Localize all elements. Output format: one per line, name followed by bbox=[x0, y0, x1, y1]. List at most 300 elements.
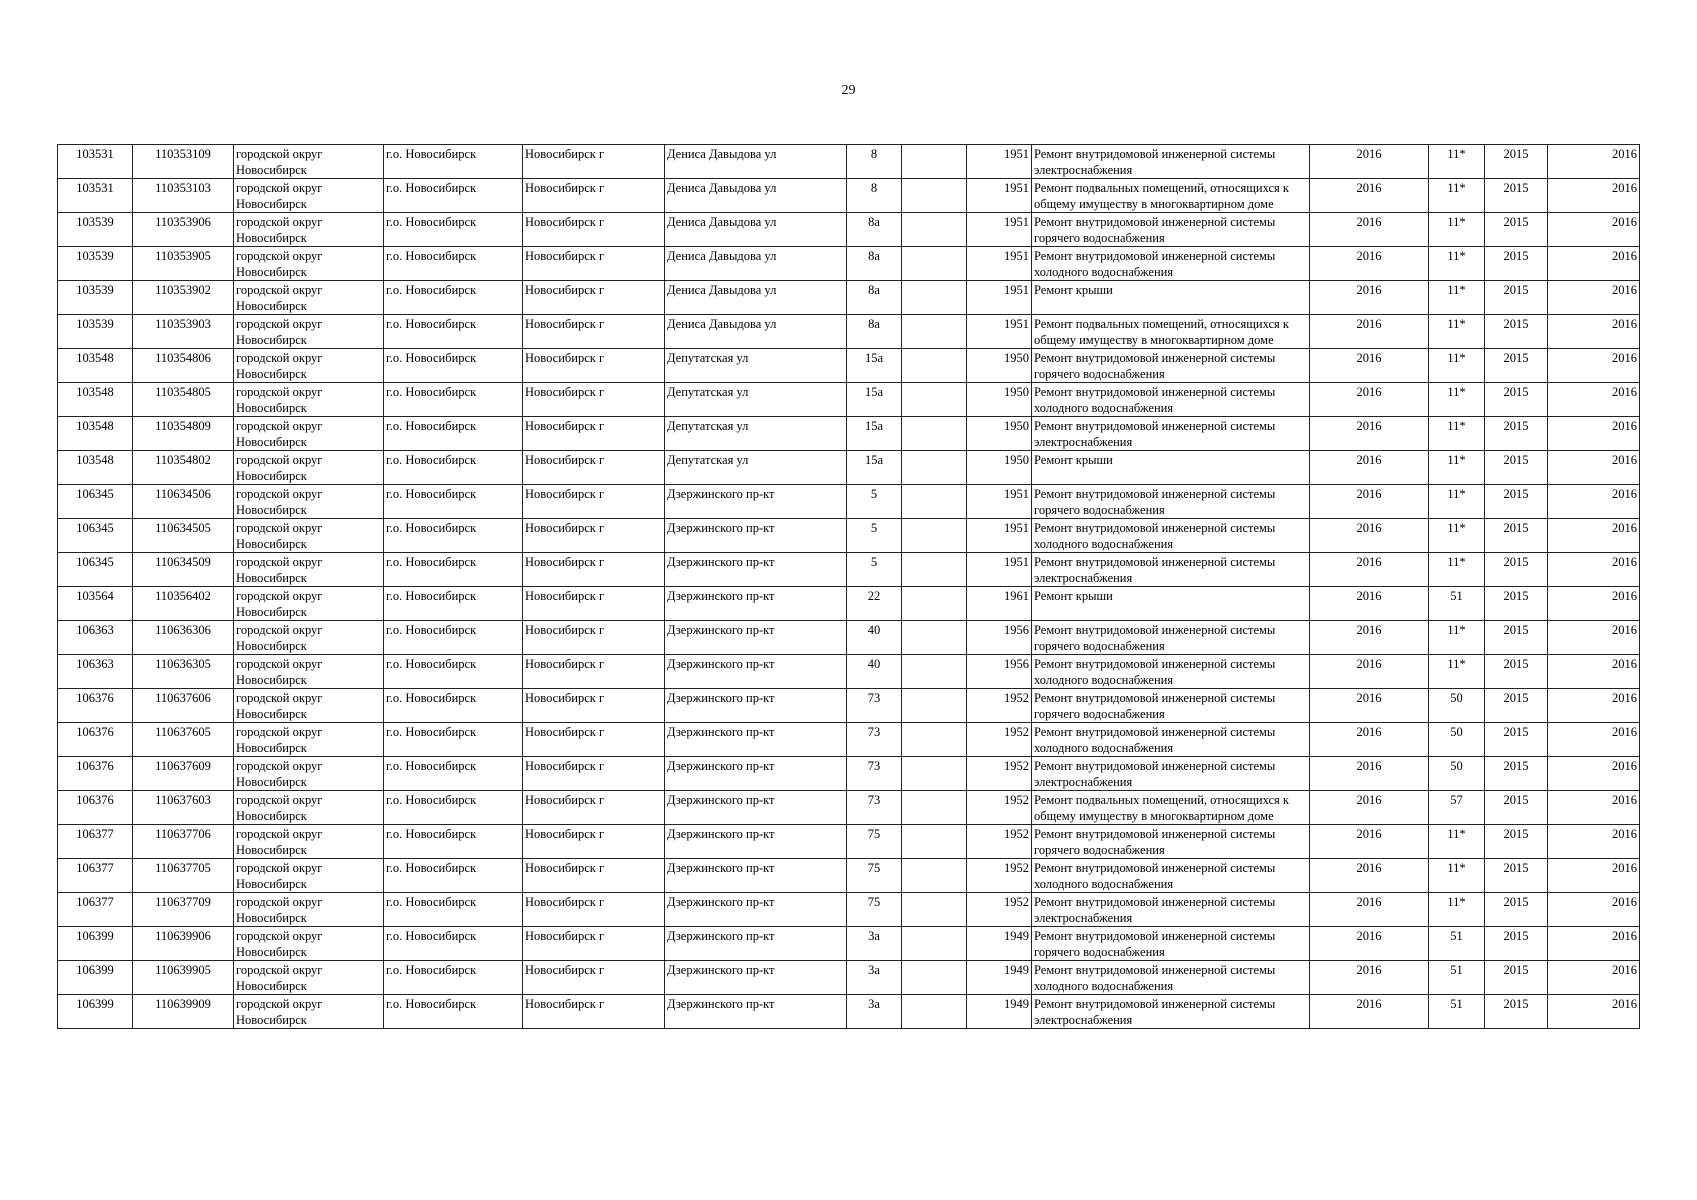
cell-extra bbox=[902, 179, 967, 213]
cell-year-end: 2016 bbox=[1548, 961, 1640, 995]
cell-house: 75 bbox=[847, 825, 902, 859]
cell-city: Новосибирск г bbox=[523, 723, 665, 757]
cell-house: 15а bbox=[847, 417, 902, 451]
cell-work: Ремонт внутридомовой инженерной системы холодного водоснабжения bbox=[1032, 723, 1310, 757]
cell-year-built: 1949 bbox=[967, 961, 1032, 995]
cell-municipality: городской округ Новосибирск bbox=[234, 417, 384, 451]
cell-year-end: 2016 bbox=[1548, 723, 1640, 757]
cell-work: Ремонт внутридомовой инженерной системы горячего водоснабжения bbox=[1032, 213, 1310, 247]
cell-district: г.о. Новосибирск bbox=[384, 655, 523, 689]
cell-year-built: 1952 bbox=[967, 825, 1032, 859]
table-row bbox=[58, 553, 1640, 587]
cell-year-start: 2015 bbox=[1485, 995, 1548, 1029]
cell-pct: 11* bbox=[1429, 349, 1485, 383]
cell-city: Новосибирск г bbox=[523, 587, 665, 621]
cell-year-end: 2016 bbox=[1548, 519, 1640, 553]
cell-city: Новосибирск г bbox=[523, 655, 665, 689]
cell-city: Новосибирск г bbox=[523, 825, 665, 859]
cell-pct: 11* bbox=[1429, 893, 1485, 927]
cell-extra bbox=[902, 859, 967, 893]
table-row bbox=[58, 417, 1640, 451]
cell-year-end: 2016 bbox=[1548, 315, 1640, 349]
cell-code: 110354805 bbox=[133, 383, 234, 417]
cell-extra bbox=[902, 315, 967, 349]
table-row bbox=[58, 179, 1640, 213]
cell-city: Новосибирск г bbox=[523, 179, 665, 213]
cell-work: Ремонт внутридомовой инженерной системы электроснабжения bbox=[1032, 417, 1310, 451]
cell-id: 106376 bbox=[58, 689, 133, 723]
cell-id: 106399 bbox=[58, 995, 133, 1029]
cell-district: г.о. Новосибирск bbox=[384, 349, 523, 383]
cell-street: Дениса Давыдова ул bbox=[665, 145, 847, 179]
cell-extra bbox=[902, 791, 967, 825]
cell-year-start: 2015 bbox=[1485, 961, 1548, 995]
cell-municipality: городской округ Новосибирск bbox=[234, 859, 384, 893]
cell-district: г.о. Новосибирск bbox=[384, 927, 523, 961]
cell-house: 8а bbox=[847, 213, 902, 247]
cell-year-start: 2015 bbox=[1485, 893, 1548, 927]
cell-street: Дениса Давыдова ул bbox=[665, 213, 847, 247]
cell-district: г.о. Новосибирск bbox=[384, 791, 523, 825]
cell-district: г.о. Новосибирск bbox=[384, 451, 523, 485]
cell-district: г.о. Новосибирск bbox=[384, 587, 523, 621]
cell-year-built: 1951 bbox=[967, 179, 1032, 213]
cell-year-plan: 2016 bbox=[1310, 655, 1429, 689]
cell-year-start: 2015 bbox=[1485, 315, 1548, 349]
cell-extra bbox=[902, 587, 967, 621]
cell-pct: 57 bbox=[1429, 791, 1485, 825]
cell-municipality: городской округ Новосибирск bbox=[234, 689, 384, 723]
cell-id: 103564 bbox=[58, 587, 133, 621]
cell-code: 110639906 bbox=[133, 927, 234, 961]
cell-year-built: 1956 bbox=[967, 655, 1032, 689]
table-row bbox=[58, 519, 1640, 553]
cell-year-built: 1951 bbox=[967, 213, 1032, 247]
cell-street: Дзержинского пр-кт bbox=[665, 859, 847, 893]
cell-year-end: 2016 bbox=[1548, 485, 1640, 519]
table-row bbox=[58, 655, 1640, 689]
cell-pct: 11* bbox=[1429, 655, 1485, 689]
cell-municipality: городской округ Новосибирск bbox=[234, 587, 384, 621]
cell-street: Дениса Давыдова ул bbox=[665, 315, 847, 349]
cell-id: 103548 bbox=[58, 451, 133, 485]
cell-pct: 11* bbox=[1429, 859, 1485, 893]
cell-municipality: городской округ Новосибирск bbox=[234, 179, 384, 213]
cell-id: 103548 bbox=[58, 383, 133, 417]
cell-year-start: 2015 bbox=[1485, 383, 1548, 417]
cell-year-end: 2016 bbox=[1548, 383, 1640, 417]
cell-year-start: 2015 bbox=[1485, 791, 1548, 825]
table-row bbox=[58, 451, 1640, 485]
cell-extra bbox=[902, 757, 967, 791]
cell-street: Дзержинского пр-кт bbox=[665, 927, 847, 961]
cell-work: Ремонт внутридомовой инженерной системы электроснабжения bbox=[1032, 553, 1310, 587]
cell-id: 106377 bbox=[58, 893, 133, 927]
cell-code: 110354809 bbox=[133, 417, 234, 451]
cell-city: Новосибирск г bbox=[523, 281, 665, 315]
cell-house: 3а bbox=[847, 927, 902, 961]
cell-city: Новосибирск г bbox=[523, 791, 665, 825]
cell-district: г.о. Новосибирск bbox=[384, 281, 523, 315]
cell-extra bbox=[902, 655, 967, 689]
cell-id: 103539 bbox=[58, 247, 133, 281]
cell-code: 110353903 bbox=[133, 315, 234, 349]
cell-year-built: 1956 bbox=[967, 621, 1032, 655]
cell-year-plan: 2016 bbox=[1310, 417, 1429, 451]
cell-extra bbox=[902, 349, 967, 383]
cell-house: 75 bbox=[847, 893, 902, 927]
cell-street: Дениса Давыдова ул bbox=[665, 247, 847, 281]
cell-year-plan: 2016 bbox=[1310, 995, 1429, 1029]
cell-year-start: 2015 bbox=[1485, 859, 1548, 893]
cell-district: г.о. Новосибирск bbox=[384, 995, 523, 1029]
cell-district: г.о. Новосибирск bbox=[384, 825, 523, 859]
cell-extra bbox=[902, 553, 967, 587]
cell-extra bbox=[902, 927, 967, 961]
cell-year-plan: 2016 bbox=[1310, 689, 1429, 723]
cell-work: Ремонт крыши bbox=[1032, 451, 1310, 485]
cell-year-end: 2016 bbox=[1548, 689, 1640, 723]
cell-extra bbox=[902, 961, 967, 995]
table-row bbox=[58, 791, 1640, 825]
cell-municipality: городской округ Новосибирск bbox=[234, 723, 384, 757]
cell-house: 40 bbox=[847, 655, 902, 689]
cell-id: 106376 bbox=[58, 791, 133, 825]
cell-work: Ремонт внутридомовой инженерной системы холодного водоснабжения bbox=[1032, 383, 1310, 417]
cell-municipality: городской округ Новосибирск bbox=[234, 961, 384, 995]
cell-house: 15а bbox=[847, 451, 902, 485]
cell-street: Дзержинского пр-кт bbox=[665, 961, 847, 995]
cell-house: 3а bbox=[847, 961, 902, 995]
cell-work: Ремонт внутридомовой инженерной системы горячего водоснабжения bbox=[1032, 927, 1310, 961]
cell-house: 8 bbox=[847, 179, 902, 213]
cell-pct: 51 bbox=[1429, 927, 1485, 961]
cell-city: Новосибирск г bbox=[523, 485, 665, 519]
cell-code: 110637603 bbox=[133, 791, 234, 825]
table-row bbox=[58, 927, 1640, 961]
cell-house: 3а bbox=[847, 995, 902, 1029]
cell-extra bbox=[902, 213, 967, 247]
cell-district: г.о. Новосибирск bbox=[384, 961, 523, 995]
cell-city: Новосибирск г bbox=[523, 757, 665, 791]
cell-year-start: 2015 bbox=[1485, 553, 1548, 587]
cell-city: Новосибирск г bbox=[523, 247, 665, 281]
cell-pct: 11* bbox=[1429, 417, 1485, 451]
cell-district: г.о. Новосибирск bbox=[384, 485, 523, 519]
cell-code: 110636305 bbox=[133, 655, 234, 689]
cell-work: Ремонт подвальных помещений, относящихся к общему имуществу в многоквартирном доме bbox=[1032, 179, 1310, 213]
cell-year-plan: 2016 bbox=[1310, 825, 1429, 859]
cell-house: 5 bbox=[847, 519, 902, 553]
cell-year-plan: 2016 bbox=[1310, 553, 1429, 587]
cell-year-start: 2015 bbox=[1485, 757, 1548, 791]
cell-year-end: 2016 bbox=[1548, 451, 1640, 485]
cell-house: 8а bbox=[847, 315, 902, 349]
cell-id: 103539 bbox=[58, 213, 133, 247]
cell-municipality: городской округ Новосибирск bbox=[234, 995, 384, 1029]
cell-city: Новосибирск г bbox=[523, 383, 665, 417]
cell-work: Ремонт крыши bbox=[1032, 281, 1310, 315]
cell-year-end: 2016 bbox=[1548, 349, 1640, 383]
cell-municipality: городской округ Новосибирск bbox=[234, 621, 384, 655]
cell-id: 106363 bbox=[58, 655, 133, 689]
cell-code: 110639905 bbox=[133, 961, 234, 995]
cell-year-built: 1952 bbox=[967, 689, 1032, 723]
cell-year-plan: 2016 bbox=[1310, 383, 1429, 417]
register-table bbox=[57, 144, 1640, 1029]
cell-year-end: 2016 bbox=[1548, 995, 1640, 1029]
cell-street: Дениса Давыдова ул bbox=[665, 281, 847, 315]
cell-code: 110637609 bbox=[133, 757, 234, 791]
cell-code: 110353906 bbox=[133, 213, 234, 247]
cell-city: Новосибирск г bbox=[523, 213, 665, 247]
cell-year-built: 1951 bbox=[967, 281, 1032, 315]
cell-pct: 51 bbox=[1429, 995, 1485, 1029]
cell-year-built: 1951 bbox=[967, 145, 1032, 179]
cell-code: 110634506 bbox=[133, 485, 234, 519]
cell-year-built: 1950 bbox=[967, 451, 1032, 485]
cell-year-start: 2015 bbox=[1485, 621, 1548, 655]
cell-municipality: городской округ Новосибирск bbox=[234, 145, 384, 179]
cell-house: 75 bbox=[847, 859, 902, 893]
cell-district: г.о. Новосибирск bbox=[384, 145, 523, 179]
cell-municipality: городской округ Новосибирск bbox=[234, 315, 384, 349]
cell-code: 110353103 bbox=[133, 179, 234, 213]
table-row bbox=[58, 689, 1640, 723]
cell-pct: 50 bbox=[1429, 723, 1485, 757]
cell-code: 110634505 bbox=[133, 519, 234, 553]
cell-year-plan: 2016 bbox=[1310, 213, 1429, 247]
cell-code: 110356402 bbox=[133, 587, 234, 621]
cell-municipality: городской округ Новосибирск bbox=[234, 893, 384, 927]
cell-city: Новосибирск г bbox=[523, 859, 665, 893]
cell-street: Депутатская ул bbox=[665, 383, 847, 417]
cell-extra bbox=[902, 621, 967, 655]
table-row bbox=[58, 995, 1640, 1029]
cell-year-start: 2015 bbox=[1485, 179, 1548, 213]
cell-municipality: городской округ Новосибирск bbox=[234, 655, 384, 689]
cell-extra bbox=[902, 247, 967, 281]
cell-street: Дзержинского пр-кт bbox=[665, 757, 847, 791]
cell-id: 106399 bbox=[58, 927, 133, 961]
cell-municipality: городской округ Новосибирск bbox=[234, 213, 384, 247]
table-row bbox=[58, 213, 1640, 247]
cell-id: 103548 bbox=[58, 349, 133, 383]
cell-pct: 50 bbox=[1429, 757, 1485, 791]
cell-work: Ремонт внутридомовой инженерной системы электроснабжения bbox=[1032, 893, 1310, 927]
cell-year-built: 1951 bbox=[967, 485, 1032, 519]
cell-code: 110639909 bbox=[133, 995, 234, 1029]
cell-district: г.о. Новосибирск bbox=[384, 383, 523, 417]
cell-extra bbox=[902, 893, 967, 927]
cell-year-start: 2015 bbox=[1485, 825, 1548, 859]
cell-year-plan: 2016 bbox=[1310, 961, 1429, 995]
cell-municipality: городской округ Новосибирск bbox=[234, 247, 384, 281]
cell-work: Ремонт внутридомовой инженерной системы электроснабжения bbox=[1032, 757, 1310, 791]
cell-year-end: 2016 bbox=[1548, 757, 1640, 791]
cell-municipality: городской округ Новосибирск bbox=[234, 451, 384, 485]
table-row bbox=[58, 621, 1640, 655]
cell-id: 106345 bbox=[58, 553, 133, 587]
cell-code: 110637705 bbox=[133, 859, 234, 893]
cell-year-built: 1961 bbox=[967, 587, 1032, 621]
cell-extra bbox=[902, 519, 967, 553]
cell-house: 5 bbox=[847, 553, 902, 587]
table-row bbox=[58, 587, 1640, 621]
cell-year-start: 2015 bbox=[1485, 451, 1548, 485]
cell-year-start: 2015 bbox=[1485, 213, 1548, 247]
page-number: 29 bbox=[841, 83, 856, 98]
cell-year-plan: 2016 bbox=[1310, 349, 1429, 383]
table-row bbox=[58, 383, 1640, 417]
cell-house: 8 bbox=[847, 145, 902, 179]
cell-year-built: 1950 bbox=[967, 417, 1032, 451]
cell-house: 15а bbox=[847, 383, 902, 417]
cell-extra bbox=[902, 485, 967, 519]
cell-year-end: 2016 bbox=[1548, 179, 1640, 213]
cell-city: Новосибирск г bbox=[523, 621, 665, 655]
cell-year-plan: 2016 bbox=[1310, 757, 1429, 791]
cell-house: 73 bbox=[847, 757, 902, 791]
cell-city: Новосибирск г bbox=[523, 519, 665, 553]
table-row bbox=[58, 247, 1640, 281]
cell-house: 22 bbox=[847, 587, 902, 621]
cell-id: 106363 bbox=[58, 621, 133, 655]
cell-id: 106399 bbox=[58, 961, 133, 995]
cell-pct: 11* bbox=[1429, 145, 1485, 179]
cell-pct: 11* bbox=[1429, 383, 1485, 417]
cell-year-plan: 2016 bbox=[1310, 315, 1429, 349]
cell-year-start: 2015 bbox=[1485, 655, 1548, 689]
cell-year-end: 2016 bbox=[1548, 145, 1640, 179]
cell-year-built: 1949 bbox=[967, 927, 1032, 961]
cell-id: 106376 bbox=[58, 757, 133, 791]
cell-pct: 11* bbox=[1429, 553, 1485, 587]
table-row bbox=[58, 281, 1640, 315]
cell-street: Дзержинского пр-кт bbox=[665, 655, 847, 689]
cell-street: Дзержинского пр-кт bbox=[665, 519, 847, 553]
cell-street: Дзержинского пр-кт bbox=[665, 723, 847, 757]
cell-year-plan: 2016 bbox=[1310, 179, 1429, 213]
cell-municipality: городской округ Новосибирск bbox=[234, 927, 384, 961]
cell-year-built: 1951 bbox=[967, 247, 1032, 281]
cell-id: 103539 bbox=[58, 315, 133, 349]
cell-municipality: городской округ Новосибирск bbox=[234, 349, 384, 383]
cell-year-end: 2016 bbox=[1548, 417, 1640, 451]
cell-house: 8а bbox=[847, 247, 902, 281]
cell-municipality: городской округ Новосибирск bbox=[234, 281, 384, 315]
cell-extra bbox=[902, 383, 967, 417]
cell-year-start: 2015 bbox=[1485, 519, 1548, 553]
cell-street: Дзержинского пр-кт bbox=[665, 485, 847, 519]
cell-year-start: 2015 bbox=[1485, 689, 1548, 723]
cell-work: Ремонт внутридомовой инженерной системы электроснабжения bbox=[1032, 145, 1310, 179]
cell-city: Новосибирск г bbox=[523, 995, 665, 1029]
cell-extra bbox=[902, 995, 967, 1029]
cell-id: 106377 bbox=[58, 859, 133, 893]
cell-year-end: 2016 bbox=[1548, 859, 1640, 893]
cell-house: 73 bbox=[847, 689, 902, 723]
cell-district: г.о. Новосибирск bbox=[384, 247, 523, 281]
cell-house: 15а bbox=[847, 349, 902, 383]
cell-street: Дзержинского пр-кт bbox=[665, 689, 847, 723]
cell-city: Новосибирск г bbox=[523, 349, 665, 383]
table-row bbox=[58, 145, 1640, 179]
cell-id: 106345 bbox=[58, 519, 133, 553]
cell-pct: 50 bbox=[1429, 689, 1485, 723]
cell-street: Дзержинского пр-кт bbox=[665, 553, 847, 587]
cell-district: г.о. Новосибирск bbox=[384, 621, 523, 655]
cell-year-end: 2016 bbox=[1548, 281, 1640, 315]
cell-year-built: 1951 bbox=[967, 315, 1032, 349]
cell-year-end: 2016 bbox=[1548, 213, 1640, 247]
cell-district: г.о. Новосибирск bbox=[384, 179, 523, 213]
cell-district: г.о. Новосибирск bbox=[384, 689, 523, 723]
cell-city: Новосибирск г bbox=[523, 893, 665, 927]
cell-year-plan: 2016 bbox=[1310, 485, 1429, 519]
cell-year-built: 1950 bbox=[967, 349, 1032, 383]
cell-municipality: городской округ Новосибирск bbox=[234, 825, 384, 859]
cell-pct: 11* bbox=[1429, 621, 1485, 655]
table-row bbox=[58, 757, 1640, 791]
cell-street: Депутатская ул bbox=[665, 451, 847, 485]
cell-pct: 11* bbox=[1429, 315, 1485, 349]
table-row bbox=[58, 961, 1640, 995]
cell-year-end: 2016 bbox=[1548, 553, 1640, 587]
cell-year-plan: 2016 bbox=[1310, 247, 1429, 281]
table-row bbox=[58, 485, 1640, 519]
cell-year-built: 1952 bbox=[967, 757, 1032, 791]
cell-municipality: городской округ Новосибирск bbox=[234, 553, 384, 587]
table-row bbox=[58, 893, 1640, 927]
cell-district: г.о. Новосибирск bbox=[384, 519, 523, 553]
cell-city: Новосибирск г bbox=[523, 145, 665, 179]
cell-code: 110637709 bbox=[133, 893, 234, 927]
cell-pct: 11* bbox=[1429, 247, 1485, 281]
cell-year-start: 2015 bbox=[1485, 349, 1548, 383]
cell-house: 40 bbox=[847, 621, 902, 655]
cell-code: 110637706 bbox=[133, 825, 234, 859]
cell-year-start: 2015 bbox=[1485, 145, 1548, 179]
cell-year-start: 2015 bbox=[1485, 927, 1548, 961]
cell-year-plan: 2016 bbox=[1310, 893, 1429, 927]
cell-year-built: 1952 bbox=[967, 723, 1032, 757]
cell-work: Ремонт крыши bbox=[1032, 587, 1310, 621]
cell-district: г.о. Новосибирск bbox=[384, 859, 523, 893]
cell-year-start: 2015 bbox=[1485, 587, 1548, 621]
cell-street: Дзержинского пр-кт bbox=[665, 621, 847, 655]
cell-pct: 51 bbox=[1429, 961, 1485, 995]
cell-id: 106376 bbox=[58, 723, 133, 757]
cell-year-plan: 2016 bbox=[1310, 281, 1429, 315]
cell-street: Дзержинского пр-кт bbox=[665, 893, 847, 927]
cell-code: 110353109 bbox=[133, 145, 234, 179]
cell-year-plan: 2016 bbox=[1310, 519, 1429, 553]
cell-street: Депутатская ул bbox=[665, 349, 847, 383]
cell-extra bbox=[902, 689, 967, 723]
cell-pct: 51 bbox=[1429, 587, 1485, 621]
table-row bbox=[58, 723, 1640, 757]
cell-pct: 11* bbox=[1429, 485, 1485, 519]
cell-pct: 11* bbox=[1429, 213, 1485, 247]
cell-street: Дзержинского пр-кт bbox=[665, 825, 847, 859]
cell-extra bbox=[902, 451, 967, 485]
cell-year-built: 1952 bbox=[967, 859, 1032, 893]
cell-street: Дзержинского пр-кт bbox=[665, 995, 847, 1029]
cell-year-plan: 2016 bbox=[1310, 145, 1429, 179]
cell-municipality: городской округ Новосибирск bbox=[234, 757, 384, 791]
cell-house: 73 bbox=[847, 723, 902, 757]
